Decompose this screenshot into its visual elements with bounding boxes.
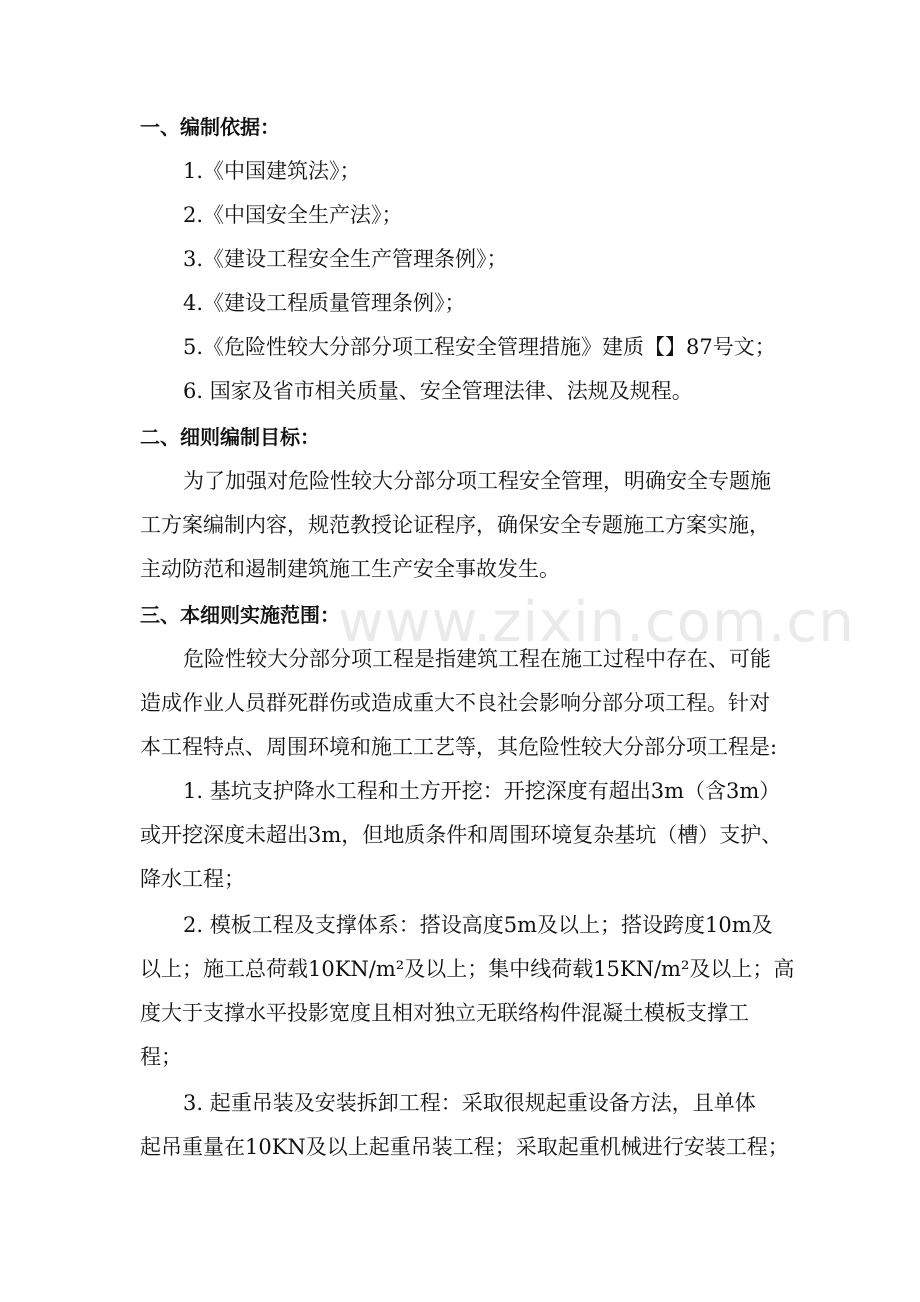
scope-item-3-line-2: 起吊重量在10KN及以上起重吊装工程；采取起重机械进行安装工程；: [140, 1135, 789, 1159]
objective-line-2: 工方案编制内容，规范教授论证程序，确保安全专题施工方案实施，: [140, 513, 770, 537]
basis-item-5: 5.《危险性较大分部分项工程安全管理措施》建质【】87号文；: [183, 335, 776, 359]
scope-item-3-line-1: 3. 起重吊装及安装拆卸工程：采取很规起重设备方法，且单体: [183, 1091, 756, 1115]
scope-item-1-line-1: 1. 基坑支护降水工程和土方开挖：开挖深度有超出3m（含3m）: [183, 779, 781, 803]
scope-item-2-line-2: 以上；施工总荷载10KN/m²及以上；集中线荷载15KN/m²及以上；高: [140, 957, 795, 981]
scope-item-1-line-2: 或开挖深度未超出3m，但地质条件和周围环境复杂基坑（槽）支护、: [140, 823, 783, 847]
basis-item-4: 4.《建设工程质量管理条例》；: [183, 291, 466, 315]
objective-line-3: 主动防范和遏制建筑施工生产安全事故发生。: [140, 557, 560, 581]
basis-item-1: 1.《中国建筑法》；: [183, 159, 361, 183]
section-heading-3: 三、本细则实施范围：: [140, 603, 340, 627]
section-heading-2: 二、细则编制目标：: [140, 425, 320, 449]
basis-item-2: 2.《中国安全生产法》；: [183, 203, 403, 227]
scope-intro-line-1: 危险性较大分部分项工程是指建筑工程在施工过程中存在、可能: [183, 647, 771, 671]
scope-intro-line-2: 造成作业人员群死群伤或造成重大不良社会影响分部分项工程。针对: [140, 691, 770, 715]
watermark: www.zixin.com.cn: [338, 590, 855, 655]
basis-item-6: 6. 国家及省市相关质量、安全管理法律、法规及规程。: [183, 379, 693, 403]
scope-item-2-line-1: 2. 模板工程及支撑体系：搭设高度5m及以上；搭设跨度10m及: [183, 913, 773, 937]
section-heading-1: 一、编制依据：: [140, 115, 280, 139]
scope-item-2-line-4: 程；: [140, 1045, 182, 1069]
basis-item-3: 3.《建设工程安全生产管理条例》；: [183, 247, 508, 271]
scope-item-1-line-3: 降水工程；: [140, 867, 245, 891]
scope-intro-line-3: 本工程特点、周围环境和施工工艺等，其危险性较大分部分项工程是:: [140, 735, 778, 759]
objective-line-1: 为了加强对危险性较大分部分项工程安全管理，明确安全专题施: [183, 469, 771, 493]
scope-item-2-line-3: 度大于支撑水平投影宽度且相对独立无联络构件混凝土模板支撑工: [140, 1001, 749, 1025]
